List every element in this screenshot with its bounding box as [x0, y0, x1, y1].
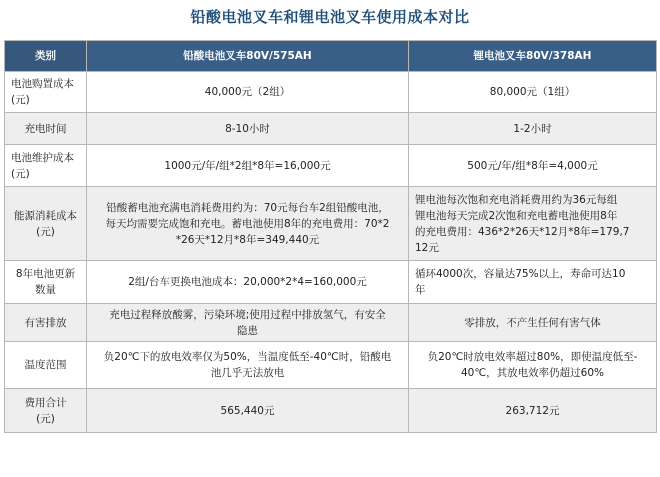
table-row: [5, 389, 657, 433]
row-lithium-value: 负20℃时放电效率超过80%，即使温度低至- 40℃，其放电效率仍超过60%: [409, 342, 657, 389]
row-category: 费用合计 (元): [5, 389, 87, 433]
table-row: [5, 187, 657, 261]
page-title: 铅酸电池叉车和锂电池叉车使用成本对比: [190, 8, 470, 26]
row-lead-acid-value: 40,000元（2组）: [87, 72, 409, 113]
table-row: [5, 145, 657, 187]
row-lead-acid-value: 8-10小时: [87, 113, 409, 145]
row-lithium-value: 零排放，不产生任何有害气体: [409, 304, 657, 342]
row-lead-acid-value: 负20℃下的放电效率仅为50%，当温度低至-40℃时，铅酸电 池几乎无法放电: [87, 342, 409, 389]
row-lead-acid-value: 充电过程释放酸雾，污染环境;使用过程中排放氢气，有安全 隐患: [87, 304, 409, 342]
row-lead-acid-value: 1000元/年/组*2组*8年=16,000元: [87, 145, 409, 187]
row-category: 能源消耗成本 (元): [5, 187, 87, 261]
row-lithium-value: 循环4000次，容量达75%以上，寿命可达10 年: [409, 261, 657, 304]
row-lithium-value: 500元/年/组*8年=4,000元: [409, 145, 657, 187]
row-category: 温度范围: [5, 342, 87, 389]
table-row: [5, 113, 657, 145]
row-lead-acid-value: 2组/台车更换电池成本：20,000*2*4=160,000元: [87, 261, 409, 304]
header-lead-acid: 铅酸电池叉车80V/575AH: [87, 41, 409, 72]
header-lithium: 锂电池叉车80V/378AH: [409, 41, 657, 72]
row-category: 8年电池更新 数量: [5, 261, 87, 304]
row-category: 电池维护成本 (元): [5, 145, 87, 187]
table-row: [5, 72, 657, 113]
row-category: 电池购置成本 (元): [5, 72, 87, 113]
row-lithium-value: 锂电池每次饱和充电消耗费用约为36元每组 锂电池每天完成2次饱和充电蓄电池使用8年 的充电费用：436*2*26天*12月*8年=179,7 12元: [409, 187, 657, 261]
table-row: [5, 304, 657, 342]
table-row: [5, 261, 657, 304]
row-lithium-value: 1-2小时: [409, 113, 657, 145]
table-header-row: [5, 41, 657, 72]
row-lead-acid-value: 565,440元: [87, 389, 409, 433]
row-lithium-value: 263,712元: [409, 389, 657, 433]
row-category: 有害排放: [5, 304, 87, 342]
row-lead-acid-value: 铅酸蓄电池充满电消耗费用约为：70元每台车2组铅酸电池， 每天均需要完成饱和充电。蓄电池使用8年的充电费用：70*2 *26天*12月*8年=349,440元: [87, 187, 409, 261]
row-lithium-value: 80,000元（1组）: [409, 72, 657, 113]
table-row: [5, 342, 657, 389]
header-category: 类别: [5, 41, 87, 72]
row-category: 充电时间: [5, 113, 87, 145]
comparison-table: [4, 40, 657, 433]
